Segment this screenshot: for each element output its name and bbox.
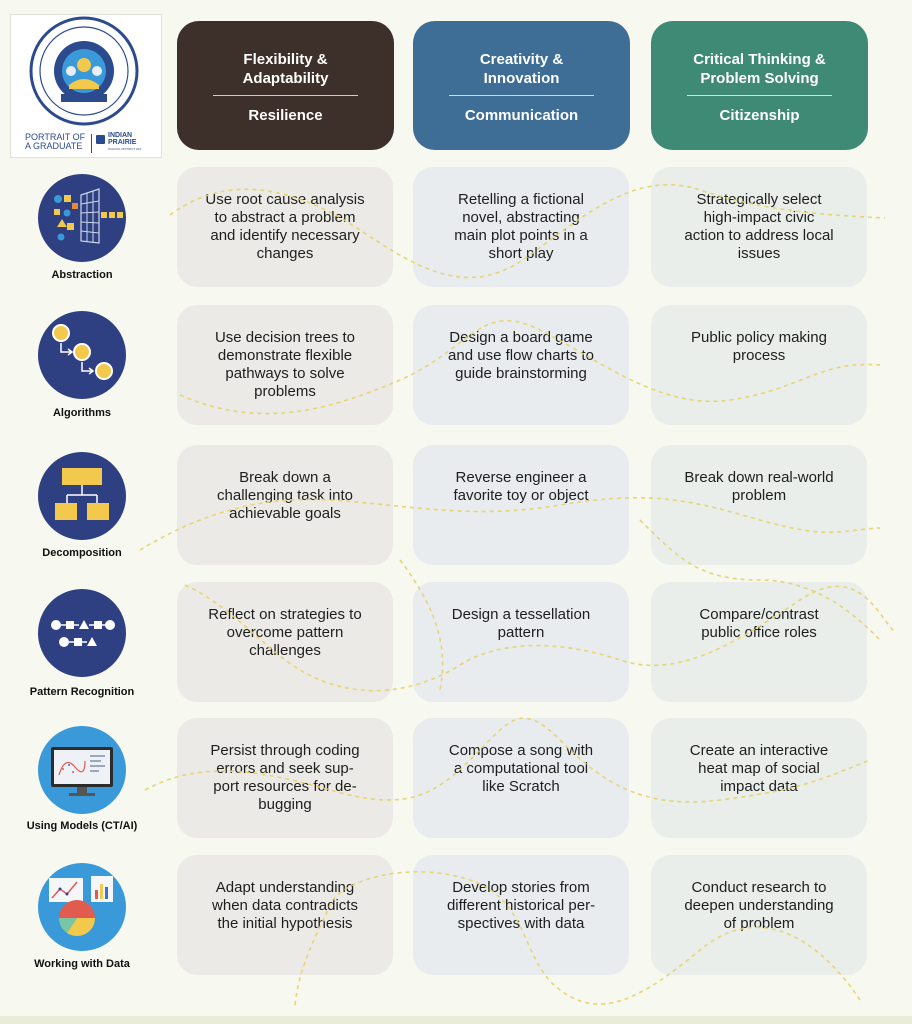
activity-text-line: Persist through coding <box>210 742 360 759</box>
column-title-line-2: Problem Solving <box>700 70 819 87</box>
column-title-line-2: Innovation <box>483 70 560 87</box>
activity-text-line: process <box>732 347 786 364</box>
using-models-icon <box>37 725 127 815</box>
activity-text-line: Public policy making <box>691 329 827 346</box>
portrait-line-2: A GRADUATE <box>25 141 83 151</box>
column-title-line-1: Critical Thinking & <box>693 51 826 68</box>
activity-text-line: bugging <box>258 796 312 813</box>
activity-card <box>177 305 393 425</box>
activity-text-line: novel, abstracting <box>462 209 580 226</box>
activity-text-line: Design a board game <box>449 329 593 346</box>
abstraction-icon <box>37 173 127 263</box>
activity-card <box>413 305 629 425</box>
activity-text-line: and identify necessary <box>210 227 360 244</box>
activity-text-line: impact data <box>720 778 798 795</box>
column-title-line-1: Flexibility & <box>243 51 328 68</box>
algorithms-icon <box>37 310 127 400</box>
district-line-3: SCHOOL DISTRICT 204 <box>108 147 142 151</box>
activity-text-line: different historical per- <box>446 897 596 914</box>
activity-card <box>177 718 393 838</box>
activity-text-line: heat map of social <box>698 760 820 777</box>
activity-text-line: Compare/contrast <box>699 606 819 623</box>
activity-text-line: spectives with data <box>457 915 585 932</box>
activity-card <box>651 305 867 425</box>
activity-text-line: and use flow charts to <box>448 347 594 364</box>
column-subtitle: Citizenship <box>719 107 800 124</box>
activity-card <box>413 855 629 975</box>
column-subtitle: Resilience <box>248 107 323 124</box>
activity-text-line: Reverse engineer a <box>455 469 587 486</box>
activity-card <box>177 445 393 565</box>
pattern-recognition-icon <box>37 588 127 678</box>
row-label: Algorithms <box>52 407 112 419</box>
activity-text-line: the initial hypothesis <box>217 915 353 932</box>
activity-text-line: errors and seek sup- <box>216 760 354 777</box>
activity-text-line: Adapt understanding <box>215 879 355 896</box>
activity-card <box>177 582 393 702</box>
activity-text-line: main plot points in a <box>454 227 588 244</box>
activity-text-line: Strategically select <box>696 191 822 208</box>
portrait-line-1: PORTRAIT OF <box>25 132 86 142</box>
column-title-line-2: Adaptability <box>242 70 329 87</box>
activity-card <box>177 167 393 287</box>
activity-text-line: public office roles <box>701 624 817 641</box>
activity-text-line: Break down a <box>239 469 331 486</box>
activity-text-line: like Scratch <box>482 778 560 795</box>
activity-text-line: overcome pattern <box>226 624 344 641</box>
activity-card <box>413 718 629 838</box>
activity-card <box>651 445 867 565</box>
portrait-wordmark <box>25 133 93 151</box>
activity-text-line: Retelling a fictional <box>458 191 584 208</box>
activity-text-line: deepen understanding <box>684 897 834 914</box>
activity-text-line: Develop stories from <box>452 879 590 896</box>
activity-text-line: challenging task into <box>217 487 353 504</box>
activity-text-line: achievable goals <box>229 505 341 522</box>
activity-text-line: high-impact civic <box>703 209 815 226</box>
row-label: Pattern Recognition <box>29 686 135 698</box>
district-emblem-icon <box>96 135 105 144</box>
activity-text-line: pathways to solve <box>225 365 345 382</box>
column-header-3 <box>651 21 868 150</box>
row-label: Working with Data <box>34 958 130 970</box>
activity-card <box>651 855 867 975</box>
bottom-bar <box>0 1016 912 1024</box>
activity-text-line: port resources for de- <box>213 778 357 795</box>
row-label: Using Models (CT/AI) <box>26 820 138 832</box>
working-with-data-icon <box>37 862 127 952</box>
activity-text-line: problems <box>254 383 316 400</box>
activity-card <box>413 582 629 702</box>
activity-text-line: changes <box>256 245 314 262</box>
decomposition-icon <box>37 451 127 541</box>
column-title <box>651 50 868 88</box>
column-subtitle: Communication <box>464 107 579 124</box>
column-divider <box>449 95 594 96</box>
activity-text-line: challenges <box>249 642 321 659</box>
activity-text-line: pattern <box>497 624 545 641</box>
activity-card <box>413 167 629 287</box>
activity-text-line: demonstrate flexible <box>217 347 353 364</box>
activity-card <box>177 855 393 975</box>
column-title <box>177 50 394 88</box>
activity-card <box>651 167 867 287</box>
column-header-1 <box>177 21 394 150</box>
activity-text-line: Reflect on strategies to <box>208 606 362 623</box>
activity-text-line: Design a tessellation <box>451 606 591 623</box>
activity-text-line: favorite toy or object <box>453 487 589 504</box>
activity-text-line: guide brainstorming <box>455 365 587 382</box>
column-header-2 <box>413 21 630 150</box>
district-line-2: PRAIRIE <box>108 139 137 146</box>
activity-text-line: to abstract a problem <box>214 209 356 226</box>
activity-text-line: issues <box>737 245 781 262</box>
column-divider <box>687 95 832 96</box>
activity-text-line: Break down real-world <box>684 469 834 486</box>
row-label: Abstraction <box>51 269 113 281</box>
activity-text-line: action to address local <box>684 227 834 244</box>
column-divider <box>213 95 358 96</box>
district-logo <box>10 14 162 158</box>
activity-card <box>651 718 867 838</box>
row-label: Decomposition <box>42 547 122 559</box>
district-line-1: INDIAN <box>108 132 133 139</box>
activity-text-line: a computational tool <box>453 760 589 777</box>
activity-card <box>651 582 867 702</box>
activity-text-line: Compose a song with <box>448 742 594 759</box>
activity-text-line: Use root cause analysis <box>205 191 365 208</box>
activity-text-line: problem <box>731 487 787 504</box>
activity-text-line: when data contradicts <box>212 897 358 914</box>
wordmark-divider <box>91 134 92 153</box>
activity-card <box>413 445 629 565</box>
column-title-line-1: Creativity & <box>479 51 564 68</box>
activity-text-line: Use decision trees to <box>214 329 356 346</box>
activity-text-line: of problem <box>723 915 795 932</box>
activity-text-line: Create an interactive <box>689 742 829 759</box>
activity-text-line: short play <box>488 245 554 262</box>
activity-text-line: Conduct research to <box>691 879 827 896</box>
column-title <box>413 50 630 88</box>
